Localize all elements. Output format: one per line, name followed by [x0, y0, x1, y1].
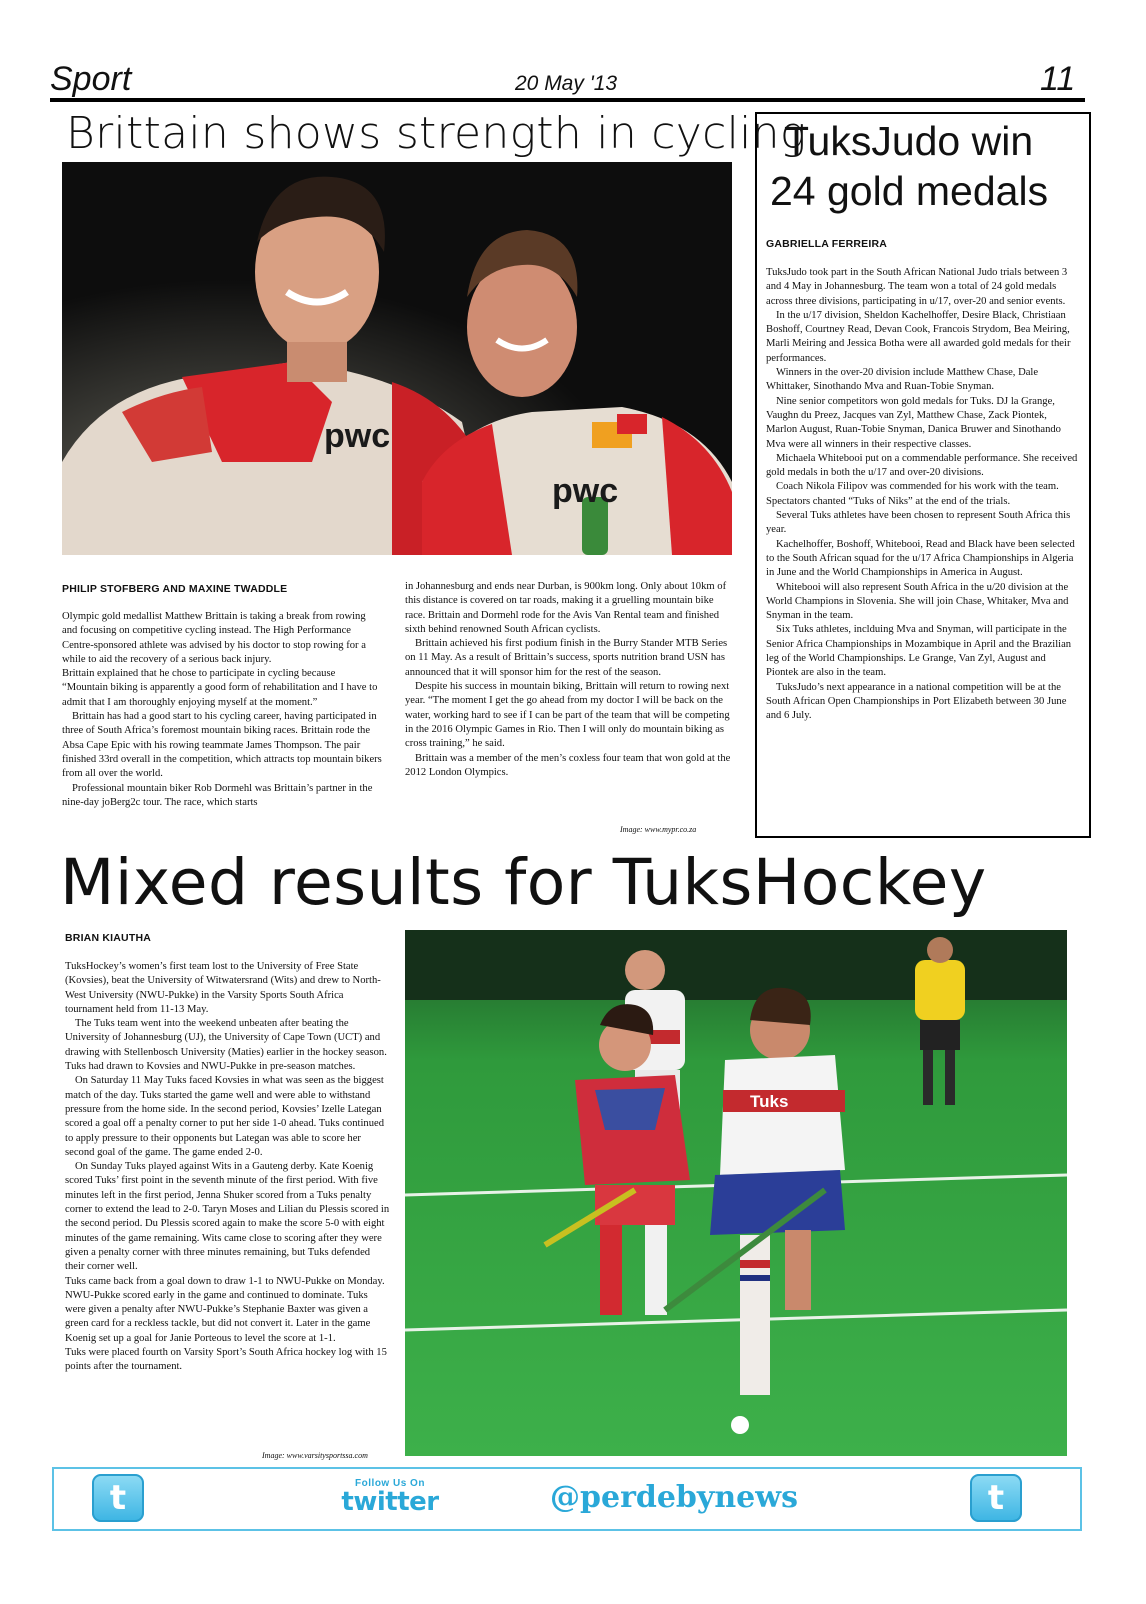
cycling-image-credit: Image: www.mypr.co.za	[620, 825, 697, 834]
hockey-byline: BRIAN KIAUTHA	[65, 932, 152, 944]
judo-paragraph: Several Tuks athletes have been chosen to represent South Africa this year.	[766, 510, 1071, 536]
issue-date: 20 May '13	[515, 72, 618, 95]
twitter-bird-icon[interactable]: t	[92, 1474, 144, 1522]
twitter-handle-link[interactable]: @perdebynews	[550, 1480, 798, 1515]
page-number: 11	[1040, 60, 1076, 98]
cycling-paragraph: Brittain was a member of the men’s coxless four team that won gold at the 2012 London Olympics.	[405, 752, 731, 778]
hockey-paragraph: The Tuks team went into the weekend unbeaten after beating the University of Johannesburg (UJ), the University of Cape Town (UCT) and drawing with Stellenbosch University (Maties) earlier in the hockey season. Tuks had drawn to Kovsies and NWU-Pukke in pre-season matches.	[65, 1018, 387, 1073]
hockey-paragraph: Tuks came back from a goal down to draw 1-1 to NWU-Pukke on Monday. NWU-Pukke scored early in the game and continued to dominate. Tuks were given a penalty after NWU-Pukke’s Stephanie Baxter was given a green card for a reckless tackle, but did not convert it. Later in the game Koenig set up a goal for Janie Porteous to level the score at 1-1.	[65, 1275, 385, 1344]
judo-paragraph: Kachelhoffer, Boshoff, Whitebooi, Read and Black have been selected to the South African squad for the u/17 Africa Championships in Algeria in June and the World Championships in America in August.	[766, 538, 1075, 579]
judo-paragraph: Coach Nikola Filipov was commended for his work with the team. Spectators chanted “Tuks of Niks” at the end of the trials.	[766, 481, 1059, 507]
judo-headline	[770, 116, 1080, 216]
cycling-photo	[62, 162, 732, 555]
follow-us-on-twitter[interactable]	[325, 1478, 455, 1515]
hockey-paragraph: On Sunday Tuks played against Wits in a Gauteng derby. Kate Koenig scored Tuks’ first point in the seventh minute of the first period. With five minutes left in the first period, Jenna Shuker scored from a Tuks penalty corner to extend the lead to 2-0. Taryn Moses and Lilian du Plessis scored in the second period. Du Plessis scored again to make the score 5-0 with eight minutes of the game remaining. Wits came close to scoring after they were given a penalty corner with three minutes remaining, but Tuks defended their corner well.	[65, 1161, 390, 1273]
judo-paragraph: TuksJudo’s next appearance in a national competition will be at the South African Open Championships in Port Elizabeth between 30 June and 6 July.	[766, 681, 1067, 722]
judo-body	[766, 266, 1078, 724]
follow-us-on-label: Follow Us On	[355, 1478, 425, 1489]
judo-paragraph: Nine senior competitors won gold medals for Tuks. DJ la Grange, Vaughn du Preez, Jacques van Zyl, Matthew Chase, Zack Piontek, Marlon August, Ruan-Tobie Snyman, Danica Bruwer and Sinothando Mva were all winners in their respective classes.	[766, 395, 1061, 450]
judo-byline: GABRIELLA FERREIRA	[766, 238, 888, 250]
hockey-headline: Mixed results for TuksHockey	[60, 846, 987, 919]
right-jersey-logo: pwc	[552, 472, 619, 510]
cycling-paragraph: Professional mountain biker Rob Dormehl was Brittain’s partner in the nine-day joBerg2c tour. The race, which starts	[62, 782, 373, 808]
cycling-paragraph: Brittain achieved his first podium finish in the Burry Stander MTB Series on 11 May. As a result of Brittain’s success, sports nutrition brand USN has announced that it will sponsor him for the rest of the season.	[405, 638, 728, 678]
hockey-paragraph: On Saturday 11 May Tuks faced Kovsies in what was seen as the biggest match of the day. Tuks started the game well and were able to withstand pressure from the home side. In the second period, Kovsies’ Izelle Lategan scored a goal off a penalty corner to put her side 1-0 ahead. Tuks continued to apply pressure to their opponents but Lategan was able to score her second goal of the game. The game ended 2-0.	[65, 1075, 385, 1158]
section-title: Sport	[50, 60, 132, 98]
hockey-body	[65, 960, 390, 1375]
judo-paragraph: Six Tuks athletes, inclduing Mva and Snyman, will participate in the Senior Africa Championships in Mozambique in April and the Brazilian leg of the World Championships. Le Grange, Van Zyl, August and Piontek are also in the team.	[766, 624, 1072, 679]
cycling-paragraph: Olympic gold medallist Matthew Brittain is taking a break from rowing and focusing on competitive cycling instead. The High Performance Centre-sponsored athlete was advised by his doctor to stop rowing for a while to aid the recovery of a serious back injury.	[62, 611, 366, 665]
twitter-wordmark: twitter	[341, 1487, 439, 1517]
cycling-headline: Brittain shows strength in cycling	[66, 108, 807, 159]
cycling-paragraph: Despite his success in mountain biking, Brittain will return to rowing next year. “The moment I get the go ahead from my doctor I will be back on the water, working hard to see if I can be part of the team that will be competing in the 2016 Olympic Games in Rio. Then I will only do mountain biking as cross training,” he said.	[405, 681, 730, 750]
header-rule	[50, 98, 1085, 102]
twitter-bird-icon[interactable]: t	[970, 1474, 1022, 1522]
cycling-column-1	[62, 610, 382, 810]
cycling-paragraph: Brittain explained that he chose to participate in cycling because “Mountain biking is apparently a good form of rehabilitation and I have to admit that I am thoroughly enjoying myself at the moment.”	[62, 668, 378, 708]
judo-paragraph: Michaela Whitebooi put on a commendable performance. She received gold medals in both the u/17 and over-20 divisions.	[766, 452, 1078, 479]
hockey-paragraph: TuksHockey’s women’s first team lost to the University of Free State (Kovsies), beat the University of Witwatersrand (Wits) and drew to North-West University (NWU-Pukke) in the Varsity Sports South Africa tournament held from 11-13 May.	[65, 961, 381, 1015]
hockey-paragraph: Tuks were placed fourth on Varsity Sport’s South Africa hockey log with 15 points after the tournament.	[65, 1347, 387, 1373]
judo-headline-line-1: TuksJudo win	[784, 118, 1034, 164]
cycling-paragraph: Brittain has had a good start to his cycling career, having participated in three of South Africa’s foremost mountain biking races. Brittain rode the Absa Cape Epic with his rowing teammate James Thompson. The pair finished 33rd overall in the competition, which attracts top mountain bikers from all over the world.	[62, 711, 382, 780]
cycling-paragraph: in Johannesburg and ends near Durban, is 900km long. Only about 10km of this distance is covered on tar roads, making it a gruelling mountain bike race. Brittain and Dormehl rode for the Avis Van Rental team and finished sixth behind renowned South African cyclists.	[405, 581, 727, 635]
cycling-column-2	[405, 580, 735, 780]
tuks-jersey-logo: Tuks	[750, 1092, 789, 1111]
cycling-byline: PHILIP STOFBERG AND MAXINE TWADDLE	[62, 583, 288, 595]
hockey-photo	[405, 930, 1067, 1456]
judo-paragraph: In the u/17 division, Sheldon Kachelhoffer, Desire Black, Christiaan Boshoff, Courtney Read, Devan Cook, Francois Strydom, Bea Meiring, Marli Meiring and Jessica Botha were all awarded gold medals for their performances.	[766, 309, 1071, 364]
judo-paragraph: Winners in the over-20 division include Matthew Chase, Dale Whittaker, Sinothando Mva and Ruan-Tobie Snyman.	[766, 367, 1039, 393]
left-jersey-logo: pwc	[324, 417, 391, 455]
judo-headline-line-2: 24 gold medals	[770, 168, 1049, 214]
hockey-image-credit: Image: www.varsitysportssa.com	[262, 1451, 368, 1460]
judo-paragraph: TuksJudo took part in the South African National Judo trials between 3 and 4 May in Johannesburg. The team won a total of 24 gold medals across three divisions, participating in u/17, over-20 and senior events.	[766, 267, 1068, 307]
judo-paragraph: Whitebooi will also represent South Africa in the u/20 division at the World Champions in Slovenia. She will join Chase, Whitaker, Mva and Snyman in the team.	[766, 581, 1069, 622]
